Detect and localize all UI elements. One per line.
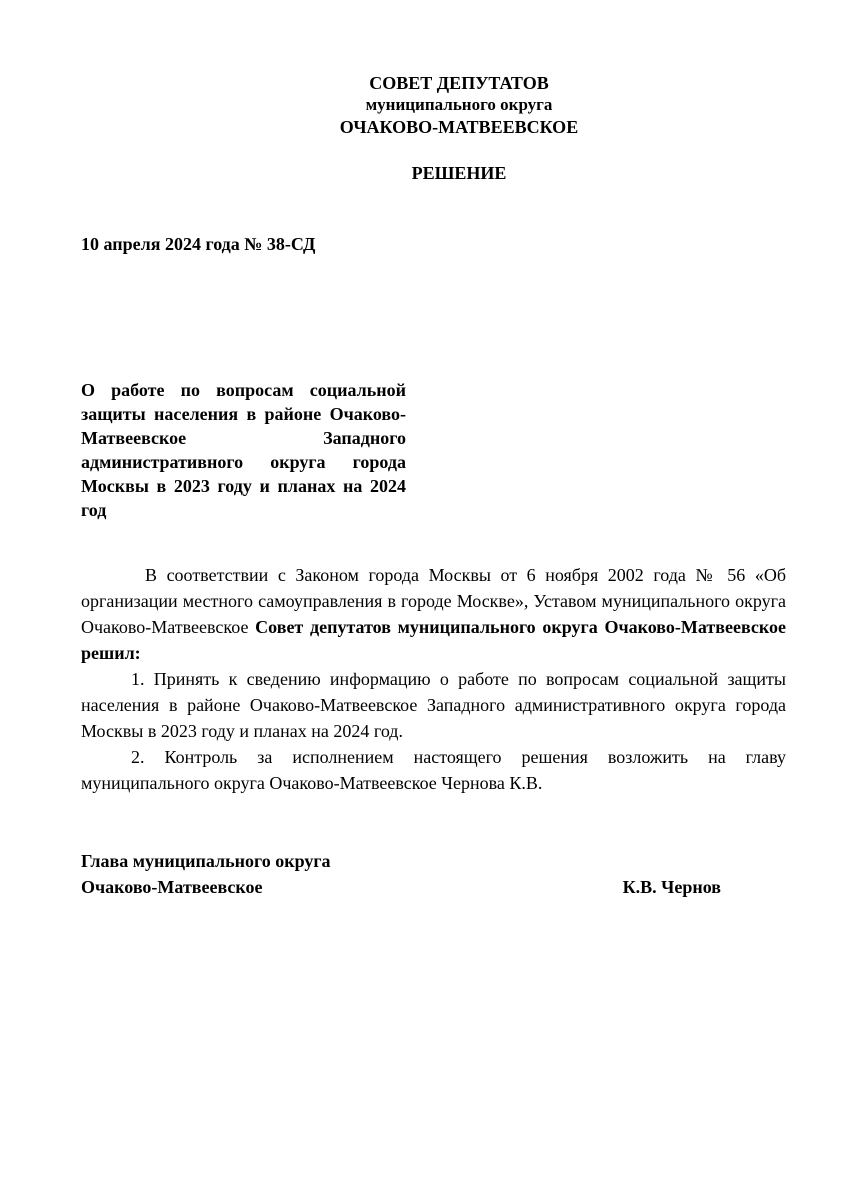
preamble-text: В соответствии с Законом города Москвы от 6 ноября 2002 года № 56 «Об организации местного самоуправления в городе Москве», Уставом муниципального округа Очаково-Матвеевское [81, 565, 786, 637]
header-line-council: СОВЕТ ДЕПУТАТОВ [369, 73, 549, 93]
decision-item-2: 2. Контроль за исполнением настоящего решения возложить на главу муниципального округа Очаково-Матвеевское Чернова К.В. [81, 747, 786, 793]
header-line-district-name: ОЧАКОВО-МАТВЕЕВСКОЕ [339, 117, 579, 137]
header-line-district-label: муниципального округа [365, 95, 553, 114]
decision-body [81, 562, 786, 796]
preamble-resolution: Совет депутатов муниципального округа Очаково-Матвеевское решил: [81, 617, 786, 663]
decision-date-number: 10 апреля 2024 года № 38-СД [81, 234, 316, 254]
council-header [0, 72, 848, 138]
decision-subject: О работе по вопросам социальной защиты населения в районе Очаково-Матвеевское Западного административного округа города Москвы в 2023 году и планах на 2024 год [81, 380, 406, 520]
decision-title: РЕШЕНИЕ [411, 163, 507, 183]
preamble-paragraph [81, 562, 786, 666]
signatory-title-line1: Глава муниципального округа [81, 851, 331, 871]
decision-item-1: 1. Принять к сведению информацию о работе по вопросам социальной защиты населения в районе Очаково-Матвеевское Западного административного округа города Москвы в 2023 году и планах на 2024 год. [81, 669, 786, 741]
signatory-name: К.В. Чернов [622, 877, 721, 897]
signature-block [81, 848, 721, 900]
signatory-title-line2: Очаково-Матвеевское [81, 877, 263, 897]
